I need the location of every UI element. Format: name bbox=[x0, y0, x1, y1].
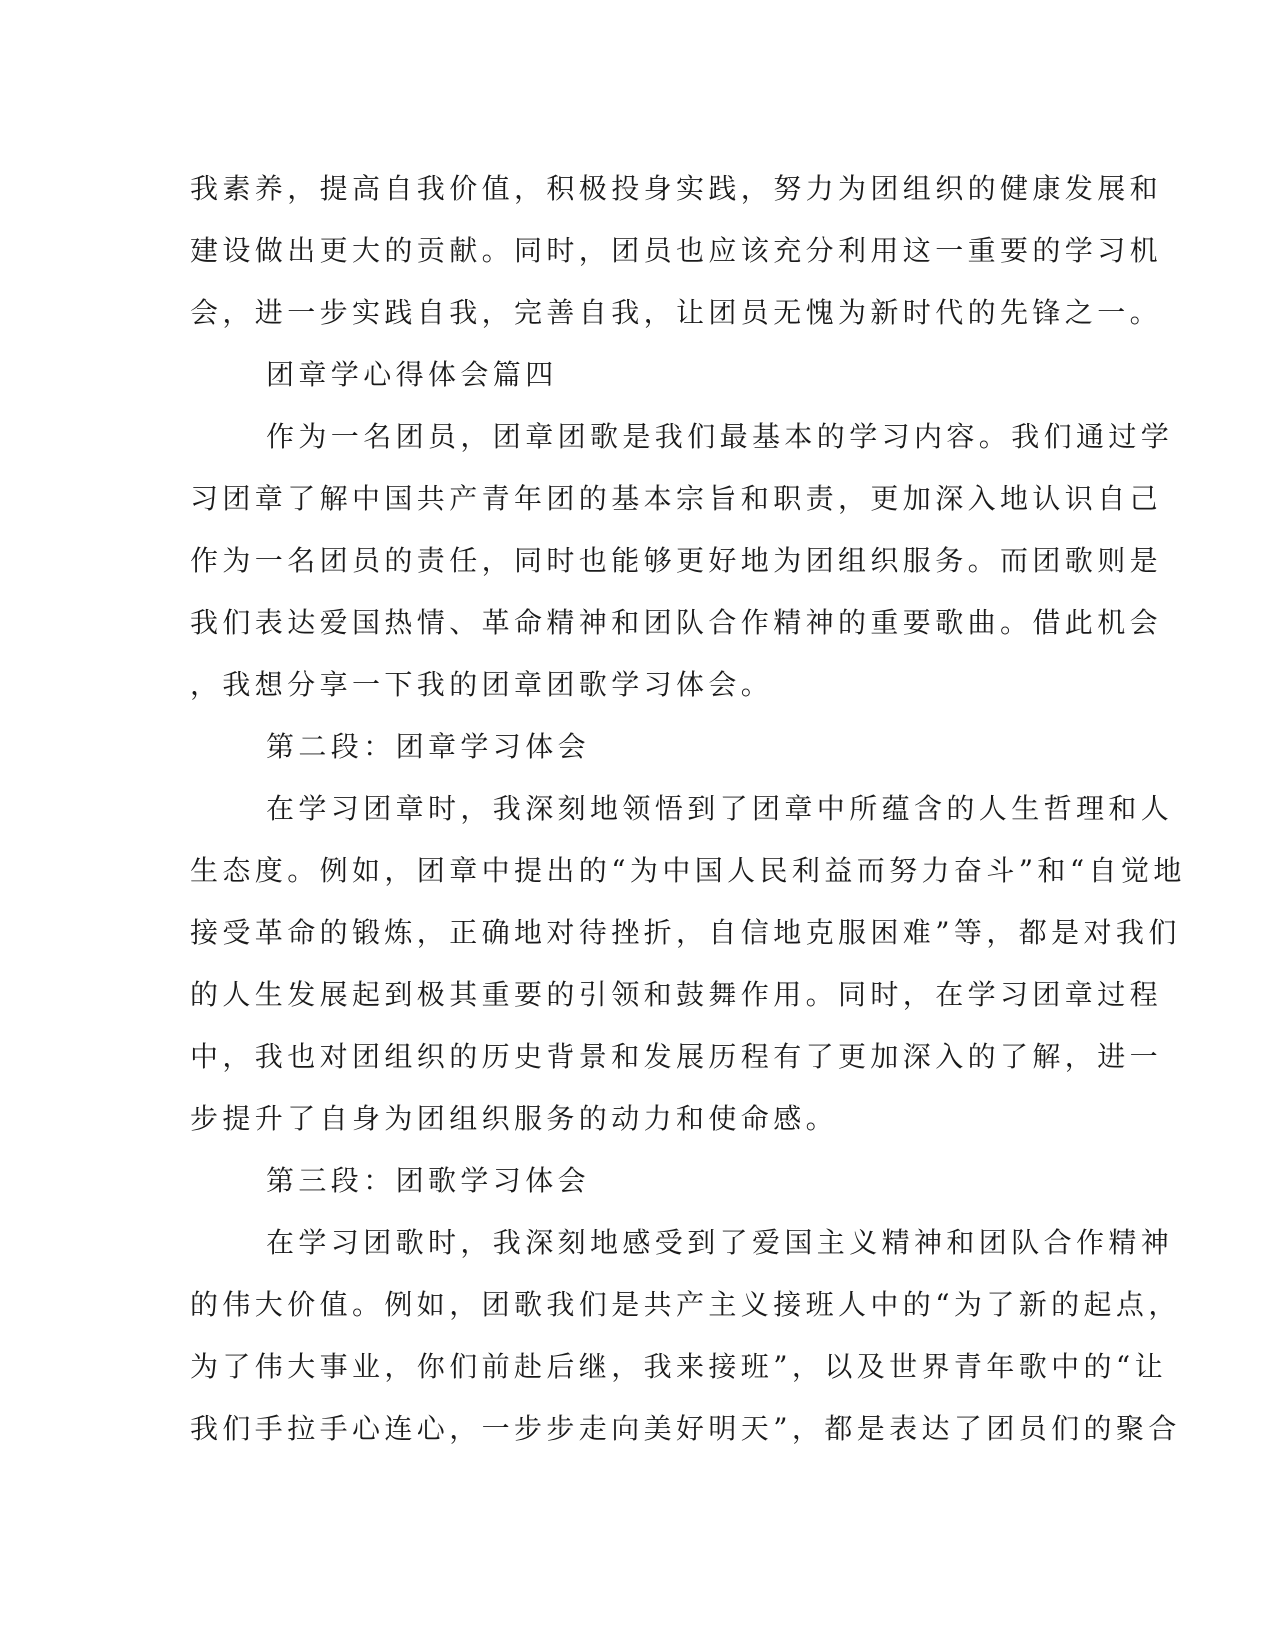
text-line: 步提升了自身为团组织服务的动力和使命感。 bbox=[190, 1102, 839, 1135]
paragraph-start-line: 作为一名团员，团章团歌是我们最基本的学习内容。我们通过学 bbox=[266, 420, 1174, 453]
section-heading: 团章学心得体会篇四 bbox=[266, 358, 558, 391]
text-line: 会，进一步实践自我，完善自我，让团员无愧为新时代的先锋之一。 bbox=[190, 296, 1163, 329]
text-line: 中，我也对团组织的历史背景和发展历程有了更加深入的了解，进一 bbox=[190, 1040, 1163, 1073]
section-heading: 第二段：团章学习体会 bbox=[266, 730, 591, 763]
text-line: 作为一名团员的责任，同时也能够更好地为团组织服务。而团歌则是 bbox=[190, 544, 1163, 577]
text-line: 习团章了解中国共产青年团的基本宗旨和职责，更加深入地认识自己 bbox=[190, 482, 1163, 515]
text-line: 接受革命的锻炼，正确地对待挫折，自信地克服困难”等，都是对我们 bbox=[190, 916, 1181, 949]
document-body bbox=[190, 158, 1186, 1460]
text-line: 我素养，提高自我价值，积极投身实践，努力为团组织的健康发展和 bbox=[190, 172, 1163, 205]
text-line: 建设做出更大的贡献。同时，团员也应该充分利用这一重要的学习机 bbox=[190, 234, 1163, 267]
text-line: 为了伟大事业，你们前赴后继，我来接班”，以及世界青年歌中的“让 bbox=[190, 1350, 1168, 1383]
text-line: 我们表达爱国热情、革命精神和团队合作精神的重要歌曲。借此机会 bbox=[190, 606, 1163, 639]
text-line: 的伟大价值。例如，团歌我们是共产主义接班人中的“为了新的起点， bbox=[190, 1288, 1181, 1321]
text-line: ，我想分享一下我的团章团歌学习体会。 bbox=[190, 668, 774, 701]
section-heading: 第三段：团歌学习体会 bbox=[266, 1164, 591, 1197]
paragraph-start-line: 在学习团章时，我深刻地领悟到了团章中所蕴含的人生哲理和人 bbox=[266, 792, 1174, 825]
text-line: 我们手拉手心连心，一步步走向美好明天”，都是表达了团员们的聚合 bbox=[190, 1412, 1181, 1445]
paragraph-start-line: 在学习团歌时，我深刻地感受到了爱国主义精神和团队合作精神 bbox=[266, 1226, 1174, 1259]
text-line: 的人生发展起到极其重要的引领和鼓舞作用。同时，在学习团章过程 bbox=[190, 978, 1163, 1011]
text-line: 生态度。例如，团章中提出的“为中国人民利益而努力奋斗”和“自觉地 bbox=[190, 854, 1186, 887]
